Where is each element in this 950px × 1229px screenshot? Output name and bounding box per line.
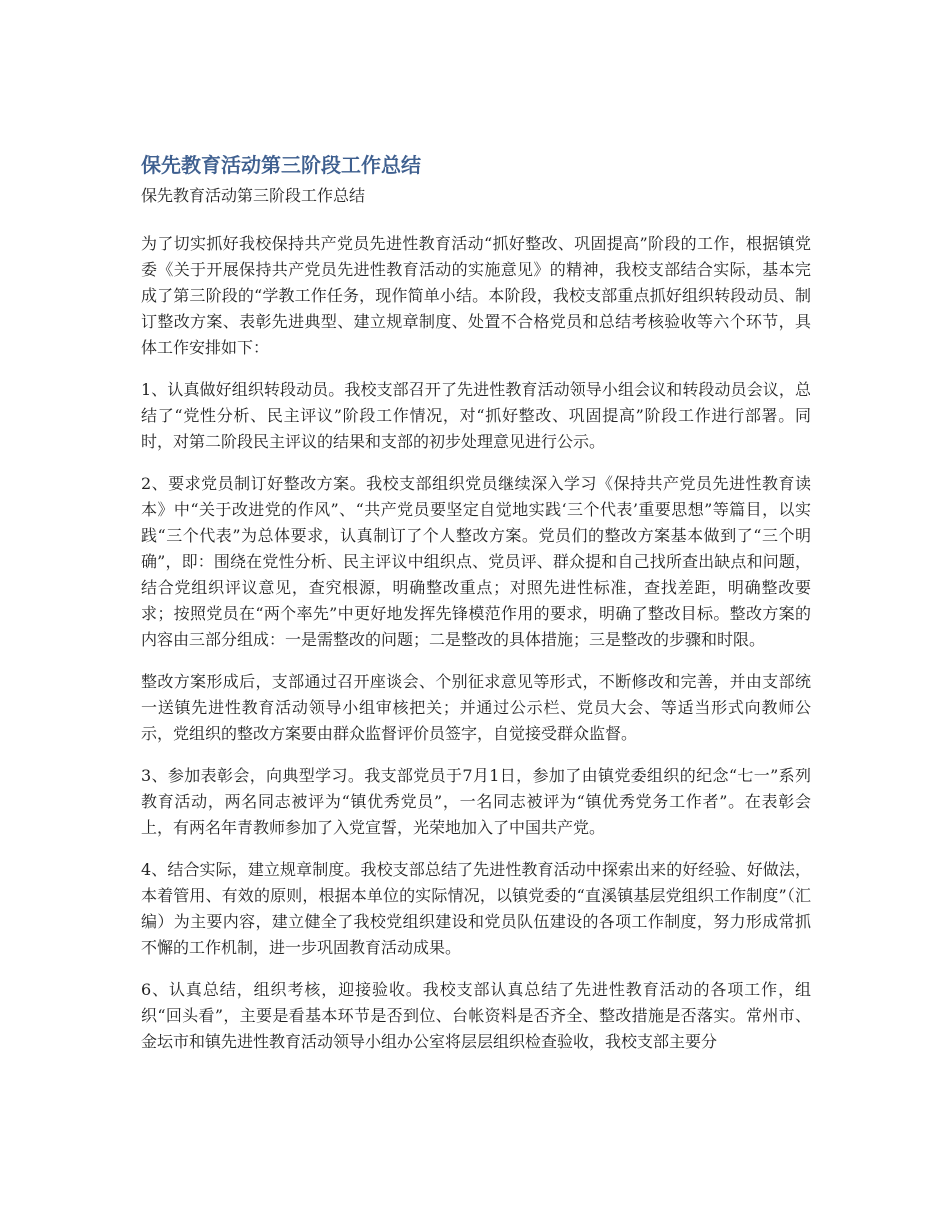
paragraph-item-1: 1、认真做好组织转段动员。我校支部召开了先进性教育活动领导小组会议和转段动员会议，总结了“党性分析、民主评议”阶段工作情况，对“抓好整改、巩固提高”阶段工作进行部署。同时，对第二阶段民主评议的结果和支部的初步处理意见进行公示。: [141, 380, 811, 451]
paragraph-item-3: 3、参加表彰会，向典型学习。我支部党员于7月1日，参加了由镇党委组织的纪念“七一”系列教育活动，两名同志被评为“镇优秀党员”，一名同志被评为“镇优秀党务工作者”。在表彰会上，有两名年青教师参加了入党宣誓，光荣地加入了中国共产党。: [141, 766, 811, 837]
paragraph-item-6: 6、认真总结，组织考核，迎接验收。我校支部认真总结了先进性教育活动的各项工作，组织“回头看”，主要是看基本环节是否到位、台帐资料是否齐全、整改措施是否落实。常州市、金坛市和镇先进性教育活动领导小组办公室将层层组织检查验收，我校支部主要分: [141, 980, 811, 1051]
paragraph-item-2: 2、要求党员制订好整改方案。我校支部组织党员继续深入学习《保持共产党员先进性教育读本》中“关于改进党的作风”、“共产党员要坚定自觉地实践‘三个代表’重要思想”等篇目，以实践“三个代表”为总体要求，认真制订了个人整改方案。党员们的整改方案基本做到了“三个明确”，即：围绕在党性分析、民主评议中组织点、党员评、群众提和自己找所查出缺点和问题，结合党组织评议意见，查究根源，明确整改重点；对照先进性标准，查找差距，明确整改要求；按照党员在“两个率先”中更好地发挥先锋模范作用的要求，明确了整改目标。整改方案的内容由三部分组成：一是需整改的问题；二是整改的具体措施；三是整改的步骤和时限。: [141, 474, 811, 649]
paragraph-intro: 为了切实抓好我校保持共产党员先进性教育活动“抓好整改、巩固提高”阶段的工作，根据镇党委《关于开展保持共产党员先进性教育活动的实施意见》的精神，我校支部结合实际，基本完成了第三阶段的“学教工作任务，现作简单小结。本阶段，我校支部重点抓好组织转段动员、制订整改方案、表彰先进典型、建立规章制度、处置不合格党员和总结考核验收等六个环节，具体工作安排如下：: [141, 234, 811, 357]
document-title: 保先教育活动第三阶段工作总结: [141, 153, 421, 177]
document-body: [141, 150, 811, 1055]
document-subtitle: 保先教育活动第三阶段工作总结: [141, 186, 366, 205]
paragraph-item-4: 4、结合实际，建立规章制度。我校支部总结了先进性教育活动中探索出来的好经验、好做法，本着管用、有效的原则，根据本单位的实际情况，以镇党委的“直溪镇基层党组织工作制度”（汇编）为主要内容，建立健全了我校党组织建设和党员队伍建设的各项工作制度，努力形成常抓不懈的工作机制，进一步巩固教育活动成果。: [141, 860, 811, 957]
paragraph-rectification: 整改方案形成后，支部通过召开座谈会、个别征求意见等形式，不断修改和完善，并由支部统一送镇先进性教育活动领导小组审核把关；并通过公示栏、党员大会、等适当形式向教师公示，党组织的整改方案要由群众监督评价员签字，自觉接受群众监督。: [141, 672, 811, 743]
